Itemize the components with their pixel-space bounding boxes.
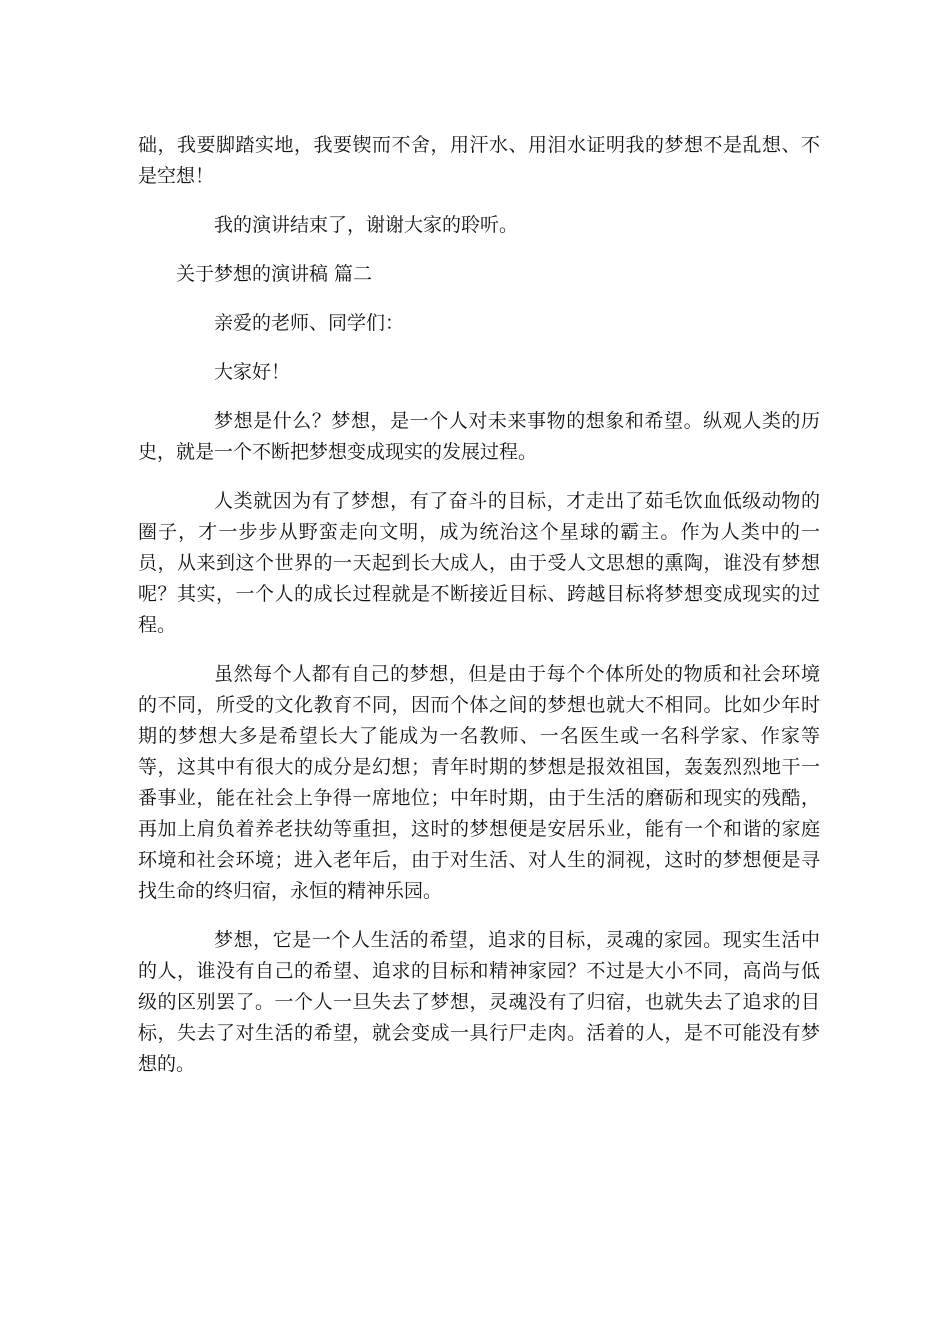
document-body [138, 130, 820, 1098]
paragraph-greeting: 大家好！ [214, 361, 291, 383]
paragraph: 虽然每个人都有自己的梦想，但是由于每个个体所处的物质和社会环境的不同，所受的文化教育不同，因而个体之间的梦想也就大不相同。比如少年时期的梦想大多是希望长大了能成为一名教师、一名医生或一名科学家、作家等等，这其中有很大的成分是幻想；青年时期的梦想是报效祖国，轰轰烈烈地干一番事业，能在社会上争得一席地位；中年时期，由于生活的磨砺和现实的残酷，再加上肩负着养老扶幼等重担，这时的梦想便是安居乐业，能有一个和谐的家庭环境和社会环境；进入老年后，由于对生活、对人生的洞视，这时的梦想便是寻找生命的终归宿，永恒的精神乐园。 [138, 663, 820, 902]
section-heading: 关于梦想的演讲稿 篇二 [176, 263, 373, 285]
paragraph: 梦想是什么？梦想，是一个人对未来事物的想象和希望。纵观人类的历史，就是一个不断把梦想变成现实的发展过程。 [138, 410, 820, 463]
paragraph-continuation: 础，我要脚踏实地，我要锲而不舍，用汗水、用泪水证明我的梦想不是乱想、不是空想！ [138, 134, 820, 187]
paragraph-closing: 我的演讲结束了，谢谢大家的聆听。 [214, 214, 519, 236]
paragraph: 人类就因为有了梦想，有了奋斗的目标，才走出了茹毛饮血低级动物的圈子，才一步步从野蛮走向文明，成为统治这个星球的霸主。作为人类中的一员，从来到这个世界的一天起到长大成人，由于受人文思想的熏陶，谁没有梦想呢？其实，一个人的成长过程就是不断接近目标、跨越目标将梦想变成现实的过程。 [138, 490, 820, 636]
paragraph: 梦想，它是一个人生活的希望，追求的目标，灵魂的家园。现实生活中的人，谁没有自己的希望、追求的目标和精神家园？不过是大小不同，高尚与低级的区别罢了。一个人一旦失去了梦想，灵魂没有了归宿，也就失去了追求的目标，失去了对生活的希望，就会变成一具行尸走肉。活着的人，是不可能没有梦想的。 [138, 929, 820, 1075]
paragraph-salutation: 亲爱的老师、同学们： [214, 312, 405, 334]
